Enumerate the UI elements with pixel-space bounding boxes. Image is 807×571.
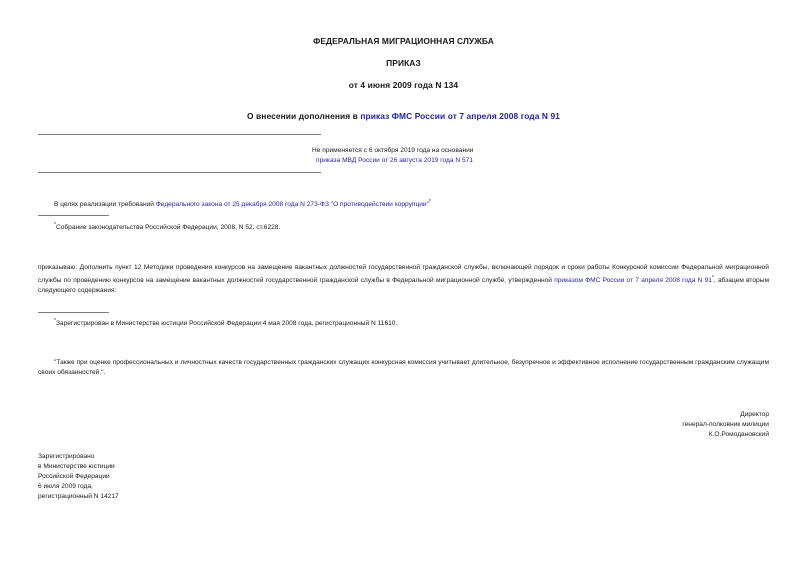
- subject-link[interactable]: приказ ФМС России от 7 апреля 2008 года N 91: [360, 111, 560, 121]
- registration-line-3: Российской Федерации: [38, 473, 110, 480]
- divider-top: [38, 134, 321, 135]
- document-subject: [0, 111, 807, 121]
- registration-line-5: регистрационный N 14217: [38, 493, 119, 500]
- footnote-1: [54, 220, 754, 233]
- signature-name: К.О.Ромодановский: [708, 431, 769, 438]
- preamble: [54, 197, 754, 210]
- registration-line-4: 6 июля 2009 года,: [38, 483, 93, 490]
- notice-link[interactable]: приказа МВД России от 26 августа 2019 года N 571: [316, 157, 473, 164]
- footnote-rule-2: [38, 312, 109, 313]
- footnote-2: [54, 316, 754, 329]
- footnote-2-marker: *: [54, 318, 56, 324]
- order-link[interactable]: приказом ФМС России от 7 апреля 2008 года N 91: [554, 277, 712, 285]
- registration-line-2: в Министерстве юстиции: [38, 463, 115, 470]
- order-body: Дополнить пункт 12 Методики проведения конкурсов на замещение вакантных должностей государственной гражданской службы, включающей порядок и сроки работы Конкурсной комиссии Федеральной миграционной службы по проведению конкурсов на замещение вакантных должностей государственной гражданской службы в Федеральной миграционной службе, утвержденной: [38, 264, 769, 285]
- footnote-rule-1: [38, 215, 109, 216]
- footnote-2-text: Зарегистрирован в Министерстве юстиции Российской Федерации 4 мая 2008 года, регистрационный N 11610.: [55, 320, 398, 328]
- order-paragraph: [38, 263, 769, 296]
- quoted-paragraph: "Также при оценке профессиональных и личностных качеств государственных гражданских служащих конкурсная комиссия учитывает длительное, безупречное и эффективное исполнение государственным гражданским служащим своих обязанностей.".: [38, 359, 769, 376]
- notice-line-1: Не применяется с 6 октября 2019 года на основании: [312, 147, 474, 154]
- divider-bottom: [38, 172, 321, 173]
- agency-title: ФЕДЕРАЛЬНАЯ МИГРАЦИОННАЯ СЛУЖБА: [313, 36, 494, 46]
- preamble-footnote-marker: *: [428, 199, 431, 205]
- signature-position: Директор: [740, 411, 769, 418]
- notice-line-2: [316, 156, 516, 166]
- order-footnote-marker: *: [711, 275, 714, 281]
- signature-rank: генерал-полковник милиции: [682, 421, 769, 428]
- footnote-1-marker: *: [54, 222, 56, 228]
- order-prefix: приказываю:: [38, 264, 78, 271]
- preamble-law-link[interactable]: Федерального закона от 25 декабря 2008 года N 273-ФЗ "О противодействии коррупции": [155, 201, 429, 209]
- document-date: от 4 июня 2009 года N 134: [348, 80, 459, 90]
- registration-line-1: Зарегистрировано: [38, 453, 95, 460]
- subject-prefix: О внесении дополнения в: [247, 111, 361, 121]
- footnote-1-text: Собрание законодательства Российской Федерации, 2008, N 52, ст.6228.: [55, 224, 281, 232]
- preamble-prefix: В целях реализации требований: [54, 201, 156, 209]
- document-type: ПРИКАЗ: [386, 58, 421, 68]
- order-suffix: , абзацем вторым следующего содержания:: [38, 277, 769, 295]
